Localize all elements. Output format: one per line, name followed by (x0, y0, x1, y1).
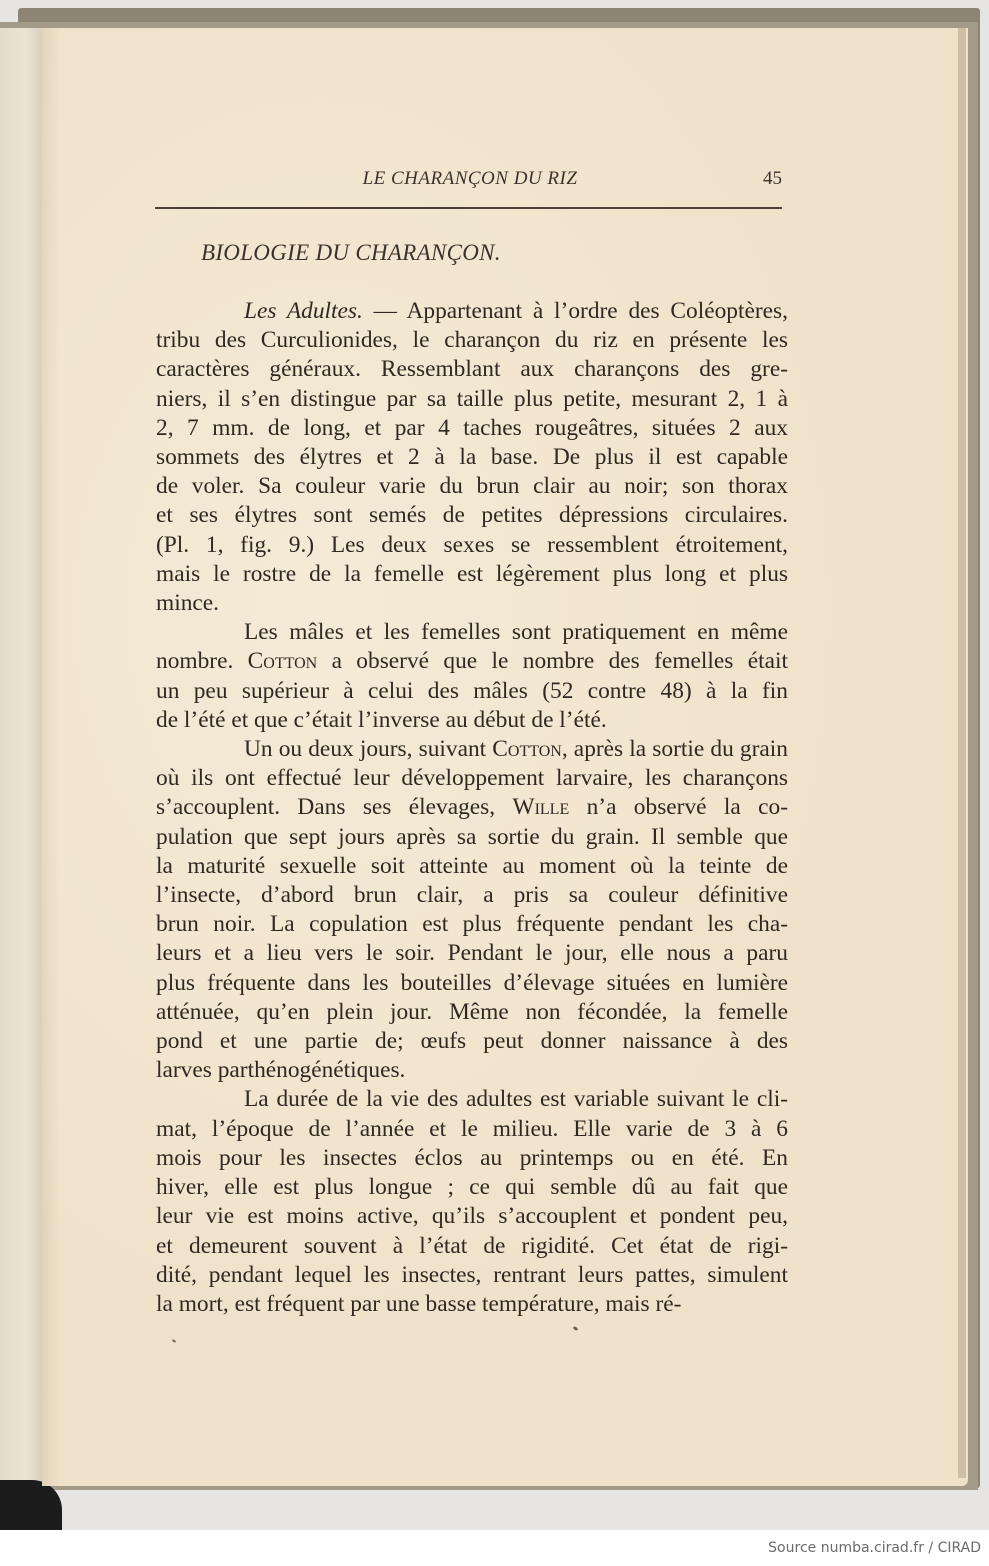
author-name: Cotton (492, 736, 562, 763)
author-name: Wille (512, 794, 570, 821)
spine-shadow (0, 1480, 62, 1530)
text-line: mat, l’époque de l’année et le milieu. Elle varie de 3 à 6 (156, 1115, 788, 1142)
header-rule (155, 207, 782, 209)
left-page-edge (0, 28, 42, 1488)
section-heading: BIOLOGIE DU CHARANÇON. (201, 240, 501, 265)
text-line: brun noir. La copulation est plus fréquente pendant les cha- (156, 911, 788, 938)
paragraph-adults (156, 297, 788, 618)
text-line: (Pl. 1, fig. 9.) Les deux sexes se ressemblent étroitement, (156, 531, 788, 558)
running-title: LE CHARANÇON DU RIZ (362, 168, 578, 189)
running-header (158, 168, 782, 198)
page-right-edge (958, 28, 966, 1478)
text-line: s’accouplent. Dans ses élevages, Wille n’a observé la co- (156, 794, 789, 821)
text-line: mais le rostre de la femelle est légèrement plus long et plus (156, 560, 788, 587)
text-line: sommets des élytres et 2 à la base. De plus il est capable (156, 444, 788, 471)
page-number: 45 (763, 168, 782, 189)
text-line: mince. (156, 590, 219, 617)
source-credit: Source numba.cirad.fr / CIRAD (768, 1540, 981, 1556)
text-line: et demeurent souvent à l’état de rigidité. Cet état de rigi- (156, 1232, 788, 1259)
text-line: atténuée, qu’en plein jour. Même non fécondée, la femelle (156, 998, 788, 1025)
text-line: leur vie est moins active, qu’ils s’accouplent et pondent peu, (156, 1203, 788, 1230)
text-line: Un ou deux jours, suivant Cotton, après la sortie du grain (244, 736, 788, 763)
paragraph-mating (156, 735, 788, 1085)
text-line: mois pour les insectes éclos au printemps ou en été. En (156, 1144, 788, 1171)
text-line: leurs et a lieu vers le soir. Pendant le jour, elle nous a paru (156, 940, 788, 967)
text-line: nombre. Cotton a observé que le nombre des femelles était (156, 648, 788, 675)
subsection-title: Les Adultes. (244, 298, 363, 324)
text-line: plus fréquente dans les bouteilles d’élevage situées en lumière (156, 969, 788, 996)
text-line: l’insecte, d’abord brun clair, a pris sa couleur définitive (156, 882, 788, 909)
text-line: Les mâles et les femelles sont pratiquement en même (244, 619, 788, 646)
text-line: caractères généraux. Ressemblant aux charançons des gre- (156, 356, 788, 383)
text-line: niers, il s’en distingue par sa taille plus petite, mesurant 2, 1 à (156, 385, 788, 412)
text-line: dité, pendant lequel les insectes, rentrant leurs pattes, simulent (156, 1261, 788, 1288)
text-line: hiver, elle est plus longue ; ce qui semble dû au fait que (156, 1174, 788, 1201)
text-line: la maturité sexuelle soit atteinte au moment où la teinte de (156, 852, 788, 879)
text-line: larves parthénogénétiques. (156, 1057, 406, 1084)
text-line: et ses élytres sont semés de petites dépressions circulaires. (156, 502, 788, 529)
text-line: un peu supérieur à celui des mâles (52 contre 48) à la fin (156, 677, 788, 704)
text-line: de voler. Sa couleur varie du brun clair au noir; son thorax (156, 473, 788, 500)
text-line: tribu des Curculionides, le charançon du riz en présente les (156, 327, 788, 354)
text-line: de l’été et que c’était l’inverse au début de l’été. (156, 706, 607, 733)
text-line: Les Adultes. — Appartenant à l’ordre des Coléoptères, (244, 298, 788, 324)
text-line: pulation que sept jours après sa sortie du grain. Il semble que (156, 823, 788, 850)
body-text (156, 238, 788, 1319)
text-line: où ils ont effectué leur développement larvaire, les charançons (156, 765, 788, 792)
paragraph-lifespan (156, 1085, 788, 1319)
text-line: la mort, est fréquent par une basse température, mais ré- (156, 1290, 682, 1317)
author-name: Cotton (247, 648, 318, 675)
text-line: 2, 7 mm. de long, et par 4 taches rougeâtres, situées 2 aux (156, 414, 788, 441)
text-line: pond et une partie de; œufs peut donner naissance à des (156, 1028, 788, 1055)
paragraph-sex-ratio (156, 618, 788, 735)
text-line: La durée de la vie des adultes est variable suivant le cli- (244, 1086, 788, 1113)
